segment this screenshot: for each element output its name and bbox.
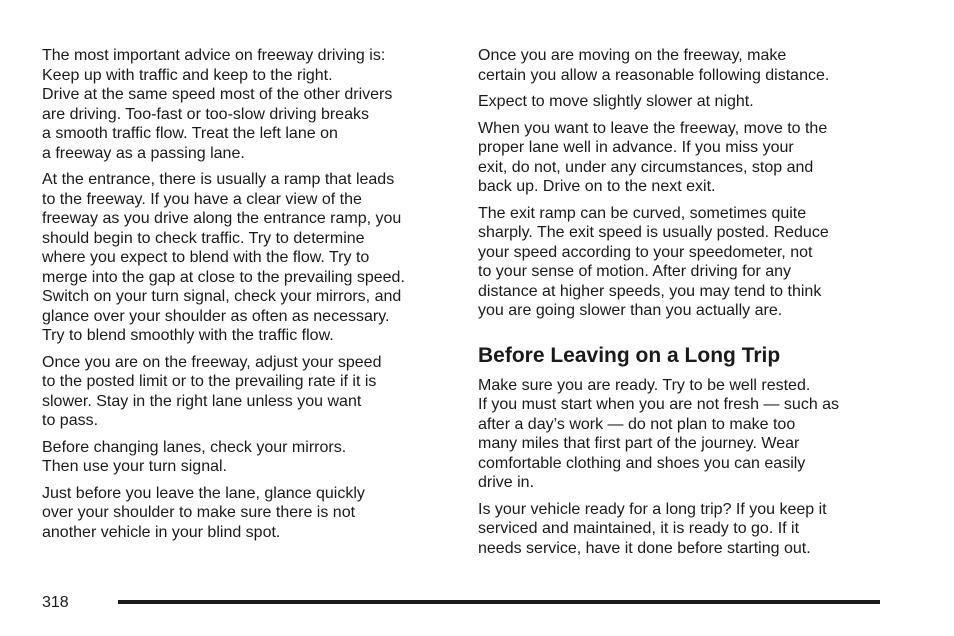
text-line: distance at higher speeds, you may tend to think	[478, 282, 822, 300]
paragraph-entrance-ramp	[42, 170, 447, 346]
paragraph-changing-lanes	[42, 438, 447, 477]
text-line: to pass.	[42, 412, 99, 429]
text-line: to your sense of motion. After driving for any	[478, 263, 792, 280]
text-line: Expect to move slightly slower at night.	[478, 93, 754, 110]
text-line: At the entrance, there is usually a ramp that leads	[42, 171, 395, 188]
text-line: The exit ramp can be curved, sometimes quite	[478, 204, 807, 222]
text-line: When you want to leave the freeway, move to the	[478, 119, 828, 137]
text-line: a smooth traffic flow. Treat the left lane on	[42, 125, 338, 142]
text-line: Try to blend smoothly with the traffic flow.	[42, 327, 334, 344]
text-line: The most important advice on freeway driving is:	[42, 47, 386, 64]
paragraph-on-freeway	[42, 353, 447, 431]
text-line: If you must start when you are not fresh — such as	[478, 396, 840, 413]
text-line: Switch on your turn signal, check your mirrors, and	[42, 288, 402, 305]
text-line: certain you allow a reasonable following distance.	[478, 66, 830, 84]
text-line: many miles that first part of the journey. Wear	[478, 435, 800, 452]
text-line: to the posted limit or to the prevailing rate if it is	[42, 373, 377, 390]
text-line: after a day’s work — do not plan to make too	[478, 415, 796, 433]
paragraph-blind-spot	[42, 484, 447, 543]
text-line: where you expect to blend with the flow. Try to	[42, 249, 370, 266]
text-line: Before changing lanes, check your mirrors.	[42, 438, 347, 456]
text-line: drive in.	[478, 474, 535, 491]
text-line: needs service, have it done before starting out.	[478, 539, 811, 557]
text-line: Make sure you are ready. Try to be well rested.	[478, 376, 811, 394]
paragraph-vehicle-ready	[478, 500, 888, 559]
text-line: serviced and maintained, it is ready to go. If it	[478, 520, 800, 537]
text-line: you are going slower than you actually are.	[478, 302, 783, 319]
text-line: glance over your shoulder as often as necessary.	[42, 307, 390, 325]
text-line: Drive at the same speed most of the other drivers	[42, 86, 393, 103]
text-line: Keep up with traffic and keep to the right.	[42, 66, 333, 84]
text-line: sharply. The exit speed is usually posted. Reduce	[478, 224, 829, 241]
text-line: your speed according to your speedometer, not	[478, 243, 813, 261]
text-line: back up. Drive on to the next exit.	[478, 178, 716, 195]
text-line: slower. Stay in the right lane unless you want	[42, 392, 362, 410]
text-line: merge into the gap at close to the prevailing speed.	[42, 268, 405, 286]
page-number: 318	[42, 594, 69, 611]
paragraph-following-distance	[478, 46, 888, 85]
text-line: are driving. Too-fast or too-slow driving breaks	[42, 105, 369, 123]
text-line: exit, do not, under any circumstances, stop and	[478, 158, 814, 176]
paragraph-freeway-advice	[42, 46, 447, 163]
section-heading: Before Leaving on a Long Trip	[478, 343, 781, 367]
left-column	[42, 46, 447, 549]
text-line: over your shoulder to make sure there is not	[42, 504, 356, 521]
paragraph-night-driving	[478, 92, 888, 112]
text-line: to the freeway. If you have a clear view of the	[42, 190, 362, 208]
text-line: Is your vehicle ready for a long trip? If you keep it	[478, 500, 827, 518]
text-line: Once you are on the freeway, adjust your speed	[42, 353, 382, 371]
paragraph-be-ready	[478, 376, 888, 493]
paragraph-leaving-freeway	[478, 119, 888, 197]
text-line: comfortable clothing and shoes you can easily	[478, 454, 806, 472]
text-line: freeway as you drive along the entrance ramp, you	[42, 210, 402, 227]
footer-rule	[118, 600, 880, 604]
text-line: Once you are moving on the freeway, make	[478, 47, 787, 64]
text-line: another vehicle in your blind spot.	[42, 523, 281, 541]
text-line: Just before you leave the lane, glance quickly	[42, 484, 365, 502]
text-line: a freeway as a passing lane.	[42, 144, 245, 162]
text-line: Then use your turn signal.	[42, 458, 227, 475]
text-line: should begin to check traffic. Try to determine	[42, 229, 365, 247]
right-column	[478, 46, 888, 565]
text-line: proper lane well in advance. If you miss your	[478, 139, 794, 156]
paragraph-exit-ramp	[478, 204, 888, 321]
